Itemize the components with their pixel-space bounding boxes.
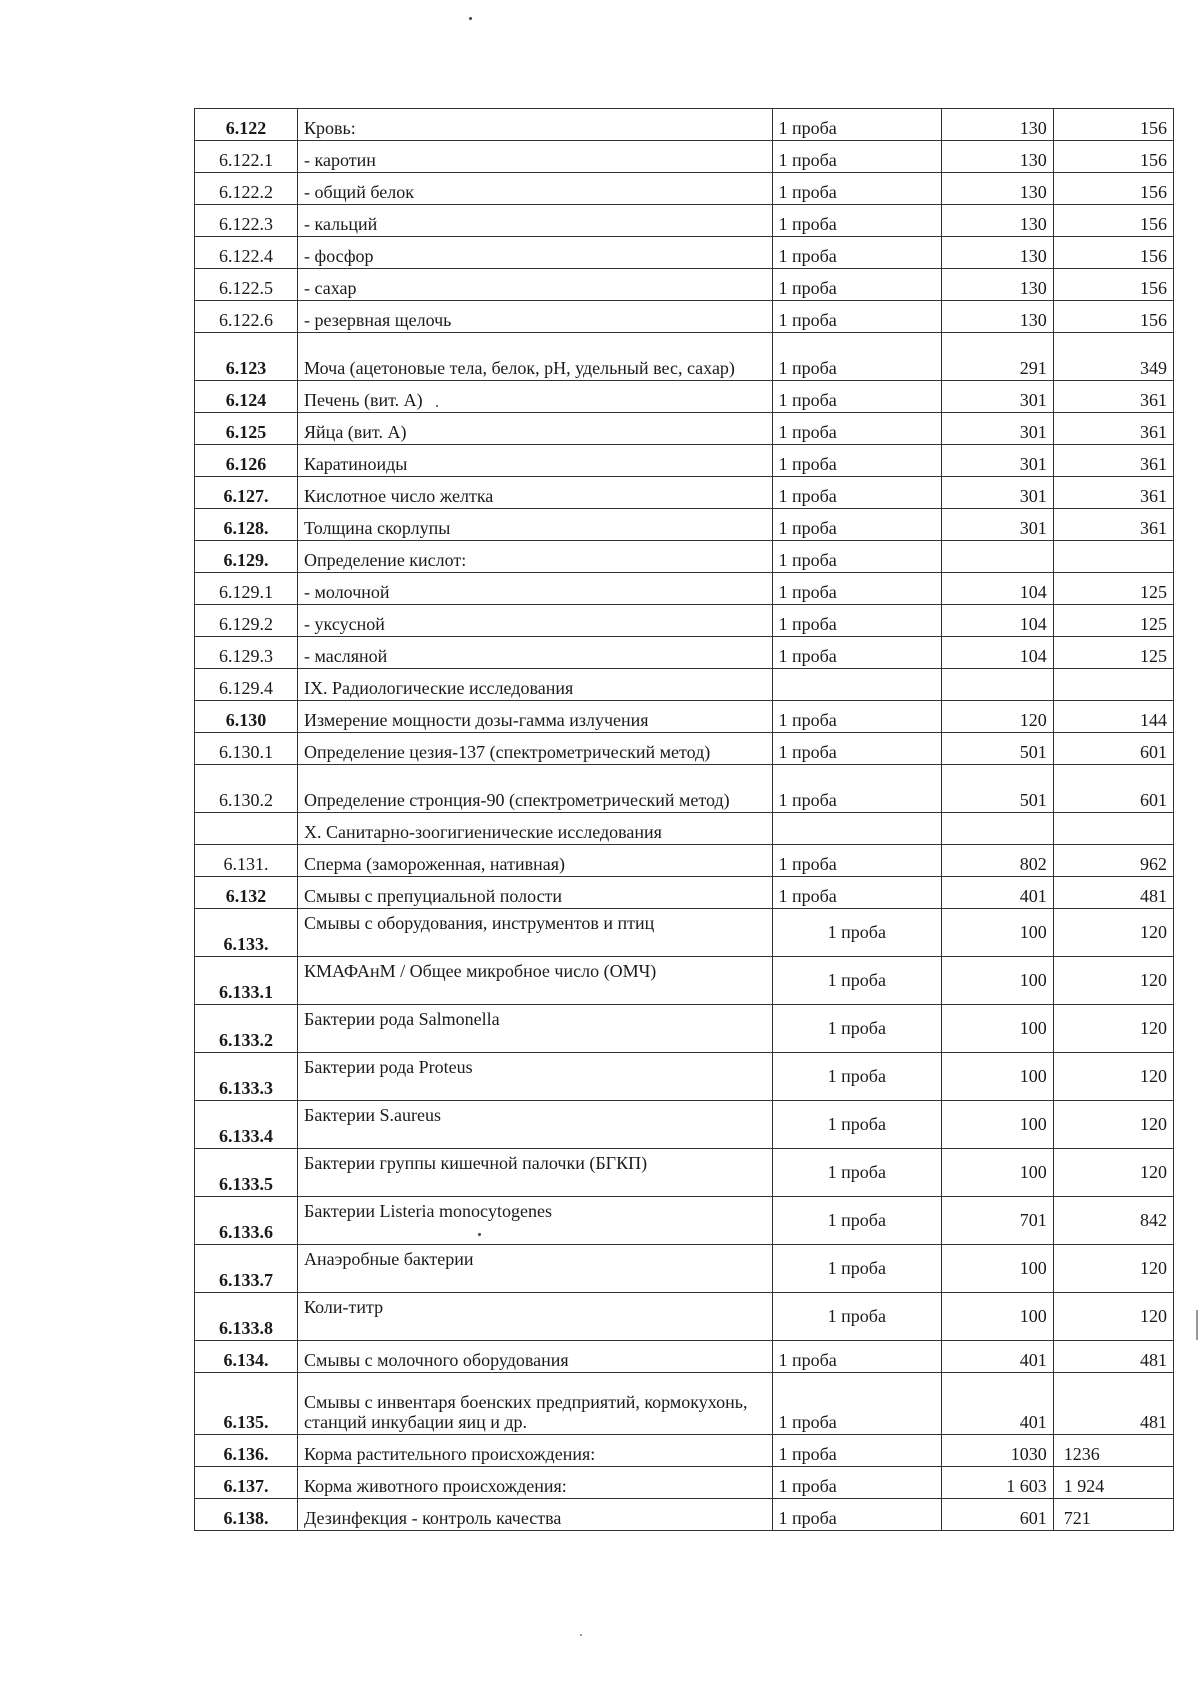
item-price-vat: 481 (1053, 877, 1173, 909)
item-unit: 1 проба (772, 1005, 942, 1053)
item-price-vat: 1 924 (1053, 1467, 1173, 1499)
table-row (195, 909, 1174, 957)
item-price: 100 (942, 1149, 1054, 1197)
item-code: 6.124 (195, 381, 298, 413)
item-price (942, 669, 1054, 701)
item-code: 6.133.4 (195, 1101, 298, 1149)
item-code: 6.131. (195, 845, 298, 877)
item-code: 6.137. (195, 1467, 298, 1499)
table-row (195, 637, 1174, 669)
item-code: 6.129.2 (195, 605, 298, 637)
item-code: 6.133.8 (195, 1293, 298, 1341)
item-code: 6.122.5 (195, 269, 298, 301)
item-price: 130 (942, 269, 1054, 301)
item-unit: 1 проба (772, 1341, 942, 1373)
table-row (195, 1373, 1174, 1435)
item-price: 130 (942, 237, 1054, 269)
item-price: 301 (942, 413, 1054, 445)
item-unit: 1 проба (772, 109, 942, 141)
item-name: - фосфор (298, 237, 772, 269)
item-price-vat: 120 (1053, 1053, 1173, 1101)
item-code: 6.129.1 (195, 573, 298, 605)
item-name: Определение кислот: (298, 541, 772, 573)
item-price-vat: 361 (1053, 445, 1173, 477)
item-name: Определение цезия-137 (спектрометрический метод) (298, 733, 772, 765)
item-name: - каротин (298, 141, 772, 173)
item-name: Кровь: (298, 109, 772, 141)
item-price: 130 (942, 301, 1054, 333)
table-row (195, 109, 1174, 141)
item-code: 6.127. (195, 477, 298, 509)
item-price-vat: 156 (1053, 173, 1173, 205)
scan-speck (1196, 1310, 1198, 1340)
table-row (195, 1467, 1174, 1499)
table-row (195, 877, 1174, 909)
item-price-vat: 125 (1053, 605, 1173, 637)
table-row (195, 269, 1174, 301)
item-unit: 1 проба (772, 1197, 942, 1245)
table-row (195, 573, 1174, 605)
item-price: 100 (942, 1005, 1054, 1053)
item-price: 100 (942, 909, 1054, 957)
item-price: 701 (942, 1197, 1054, 1245)
table-row (195, 477, 1174, 509)
item-code: 6.122 (195, 109, 298, 141)
item-price-vat: 842 (1053, 1197, 1173, 1245)
item-price-vat: 156 (1053, 269, 1173, 301)
item-price: 301 (942, 477, 1054, 509)
item-code: 6.132 (195, 877, 298, 909)
item-price: 120 (942, 701, 1054, 733)
table-row (195, 765, 1174, 813)
price-table (194, 108, 1174, 1531)
table-row (195, 701, 1174, 733)
table-row (195, 333, 1174, 381)
item-unit: 1 проба (772, 701, 942, 733)
item-price-vat: 481 (1053, 1373, 1173, 1435)
item-name: Моча (ацетоновые тела, белок, pH, удельный вес, сахар) (298, 333, 772, 381)
item-code: 6.130.2 (195, 765, 298, 813)
item-unit: 1 проба (772, 877, 942, 909)
item-price: 104 (942, 573, 1054, 605)
item-price: 401 (942, 1341, 1054, 1373)
item-price: 802 (942, 845, 1054, 877)
item-code: 6.129.3 (195, 637, 298, 669)
item-price: 130 (942, 109, 1054, 141)
item-code: 6.129. (195, 541, 298, 573)
item-price: 100 (942, 1245, 1054, 1293)
table-row (195, 669, 1174, 701)
item-unit: 1 проба (772, 605, 942, 637)
item-name: - сахар (298, 269, 772, 301)
item-name: Яйца (вит. А) (298, 413, 772, 445)
item-name: - молочной (298, 573, 772, 605)
item-unit: 1 проба (772, 1053, 942, 1101)
item-unit: 1 проба (772, 333, 942, 381)
item-price-vat (1053, 669, 1173, 701)
item-unit: 1 проба (772, 1373, 942, 1435)
table-row (195, 1149, 1174, 1197)
item-code: 6.130 (195, 701, 298, 733)
item-price: 100 (942, 957, 1054, 1005)
table-row (195, 509, 1174, 541)
item-price-vat: 156 (1053, 141, 1173, 173)
item-code: 6.133.3 (195, 1053, 298, 1101)
item-price-vat: 481 (1053, 1341, 1173, 1373)
item-unit: 1 проба (772, 845, 942, 877)
item-price-vat: 120 (1053, 1149, 1173, 1197)
item-price-vat: 156 (1053, 109, 1173, 141)
table-row (195, 381, 1174, 413)
table-row (195, 445, 1174, 477)
item-name: - кальций (298, 205, 772, 237)
item-unit: 1 проба (772, 141, 942, 173)
item-price: 501 (942, 765, 1054, 813)
scan-speck (469, 17, 472, 20)
table-row (195, 605, 1174, 637)
item-name: Смывы с оборудования, инструментов и птиц (298, 909, 772, 957)
item-unit: 1 проба (772, 909, 942, 957)
item-price: 601 (942, 1499, 1054, 1531)
item-price-vat: 120 (1053, 1005, 1173, 1053)
item-code: 6.122.4 (195, 237, 298, 269)
item-name: Корма животного происхождения: (298, 1467, 772, 1499)
table-row (195, 1499, 1174, 1531)
price-table-body (195, 109, 1174, 1531)
item-name: Измерение мощности дозы-гамма излучения (298, 701, 772, 733)
item-unit (772, 669, 942, 701)
item-code: 6.133.1 (195, 957, 298, 1005)
item-code: 6.135. (195, 1373, 298, 1435)
item-price-vat (1053, 541, 1173, 573)
item-code: 6.138. (195, 1499, 298, 1531)
scan-speck (580, 1634, 582, 1636)
item-name: Дезинфекция - контроль качества (298, 1499, 772, 1531)
item-code: 6.133.6 (195, 1197, 298, 1245)
item-price: 100 (942, 1101, 1054, 1149)
item-code: 6.122.3 (195, 205, 298, 237)
item-price: 401 (942, 877, 1054, 909)
item-price: 301 (942, 381, 1054, 413)
item-unit: 1 проба (772, 205, 942, 237)
table-row (195, 813, 1174, 845)
table-row (195, 237, 1174, 269)
item-code: 6.133.7 (195, 1245, 298, 1293)
item-code: 6.133.5 (195, 1149, 298, 1197)
item-code: 6.122.2 (195, 173, 298, 205)
item-price-vat: 156 (1053, 301, 1173, 333)
item-price: 501 (942, 733, 1054, 765)
table-row (195, 1245, 1174, 1293)
item-unit: 1 проба (772, 413, 942, 445)
item-price-vat: 120 (1053, 1293, 1173, 1341)
item-name: - уксусной (298, 605, 772, 637)
item-code: 6.133. (195, 909, 298, 957)
item-unit: 1 проба (772, 477, 942, 509)
item-unit: 1 проба (772, 1101, 942, 1149)
table-row (195, 1293, 1174, 1341)
table-row (195, 1341, 1174, 1373)
item-code: 6.130.1 (195, 733, 298, 765)
item-unit: 1 проба (772, 1499, 942, 1531)
table-row (195, 1053, 1174, 1101)
item-price: 130 (942, 205, 1054, 237)
item-unit: 1 проба (772, 1293, 942, 1341)
item-code: 6.128. (195, 509, 298, 541)
item-code: 6.133.2 (195, 1005, 298, 1053)
item-price-vat: 962 (1053, 845, 1173, 877)
item-name: Смывы с молочного оборудования (298, 1341, 772, 1373)
item-price: 291 (942, 333, 1054, 381)
item-price: 100 (942, 1053, 1054, 1101)
item-price-vat: 144 (1053, 701, 1173, 733)
item-price-vat: 120 (1053, 957, 1173, 1005)
item-name: Бактерии группы кишечной палочки (БГКП) (298, 1149, 772, 1197)
item-unit: 1 проба (772, 1149, 942, 1197)
table-row (195, 141, 1174, 173)
item-price-vat: 349 (1053, 333, 1173, 381)
item-price-vat: 120 (1053, 1101, 1173, 1149)
item-unit: 1 проба (772, 269, 942, 301)
item-price: 301 (942, 509, 1054, 541)
item-name: - резервная щелочь (298, 301, 772, 333)
item-code (195, 813, 298, 845)
item-price: 100 (942, 1293, 1054, 1341)
item-name: Смывы с препуциальной полости (298, 877, 772, 909)
table-row (195, 1435, 1174, 1467)
item-name: Кислотное число желтка (298, 477, 772, 509)
table-row (195, 1101, 1174, 1149)
item-code: 6.126 (195, 445, 298, 477)
item-code: 6.122.6 (195, 301, 298, 333)
item-price: 130 (942, 173, 1054, 205)
item-unit: 1 проба (772, 237, 942, 269)
item-unit (772, 813, 942, 845)
table-row (195, 205, 1174, 237)
item-name: Бактерии рода Salmonella (298, 1005, 772, 1053)
item-name: Определение стронция-90 (спектрометрический метод) (298, 765, 772, 813)
item-unit: 1 проба (772, 541, 942, 573)
item-unit: 1 проба (772, 957, 942, 1005)
item-code: 6.134. (195, 1341, 298, 1373)
scan-speck (478, 1233, 481, 1236)
item-name: - общий белок (298, 173, 772, 205)
item-unit: 1 проба (772, 1467, 942, 1499)
item-price-vat: 721 (1053, 1499, 1173, 1531)
item-name: Сперма (замороженная, нативная) (298, 845, 772, 877)
item-name: Толщина скорлупы (298, 509, 772, 541)
item-code: 6.122.1 (195, 141, 298, 173)
item-unit: 1 проба (772, 1245, 942, 1293)
item-price: 301 (942, 445, 1054, 477)
scan-speck (436, 405, 438, 407)
item-unit: 1 проба (772, 733, 942, 765)
item-name: Смывы с инвентаря боенских предприятий, кормокухонь, станций инкубации яиц и др. (298, 1373, 772, 1435)
item-price (942, 541, 1054, 573)
table-row (195, 541, 1174, 573)
table-row (195, 1005, 1174, 1053)
item-code: 6.123 (195, 333, 298, 381)
item-price: 104 (942, 605, 1054, 637)
item-name: КМАФАнМ / Общее микробное число (ОМЧ) (298, 957, 772, 1005)
item-price-vat: 361 (1053, 381, 1173, 413)
item-price-vat: 361 (1053, 509, 1173, 541)
table-row (195, 173, 1174, 205)
item-price-vat: 361 (1053, 413, 1173, 445)
item-name: Бактерии S.aureus (298, 1101, 772, 1149)
item-unit: 1 проба (772, 301, 942, 333)
item-price: 1030 (942, 1435, 1054, 1467)
item-price: 401 (942, 1373, 1054, 1435)
item-name: Печень (вит. А) (298, 381, 772, 413)
item-unit: 1 проба (772, 381, 942, 413)
item-code: 6.136. (195, 1435, 298, 1467)
item-unit: 1 проба (772, 445, 942, 477)
table-row (195, 733, 1174, 765)
item-name: Бактерии рода Proteus (298, 1053, 772, 1101)
item-unit: 1 проба (772, 765, 942, 813)
item-name: Анаэробные бактерии (298, 1245, 772, 1293)
table-row (195, 957, 1174, 1005)
item-price-vat: 125 (1053, 573, 1173, 605)
item-unit: 1 проба (772, 1435, 942, 1467)
table-row (195, 301, 1174, 333)
item-price-vat: 361 (1053, 477, 1173, 509)
item-price: 1 603 (942, 1467, 1054, 1499)
item-price: 130 (942, 141, 1054, 173)
item-unit: 1 проба (772, 637, 942, 669)
item-unit: 1 проба (772, 509, 942, 541)
item-code: 6.129.4 (195, 669, 298, 701)
item-price-vat: 601 (1053, 765, 1173, 813)
table-row (195, 413, 1174, 445)
item-name: Х. Санитарно-зоогигиенические исследования (298, 813, 772, 845)
item-price-vat (1053, 813, 1173, 845)
item-name: IX. Радиологические исследования (298, 669, 772, 701)
item-price-vat: 156 (1053, 205, 1173, 237)
item-price: 104 (942, 637, 1054, 669)
item-price-vat: 120 (1053, 1245, 1173, 1293)
item-price-vat: 125 (1053, 637, 1173, 669)
item-price-vat: 156 (1053, 237, 1173, 269)
item-name: Корма растительного происхождения: (298, 1435, 772, 1467)
item-unit: 1 проба (772, 173, 942, 205)
item-price-vat: 1236 (1053, 1435, 1173, 1467)
item-code: 6.125 (195, 413, 298, 445)
item-price (942, 813, 1054, 845)
item-name: Бактерии Listeria monocytogenes (298, 1197, 772, 1245)
item-name: Каратиноиды (298, 445, 772, 477)
table-row (195, 1197, 1174, 1245)
item-name: - масляной (298, 637, 772, 669)
table-row (195, 845, 1174, 877)
item-price-vat: 601 (1053, 733, 1173, 765)
item-unit: 1 проба (772, 573, 942, 605)
item-price-vat: 120 (1053, 909, 1173, 957)
item-name: Коли-титр (298, 1293, 772, 1341)
